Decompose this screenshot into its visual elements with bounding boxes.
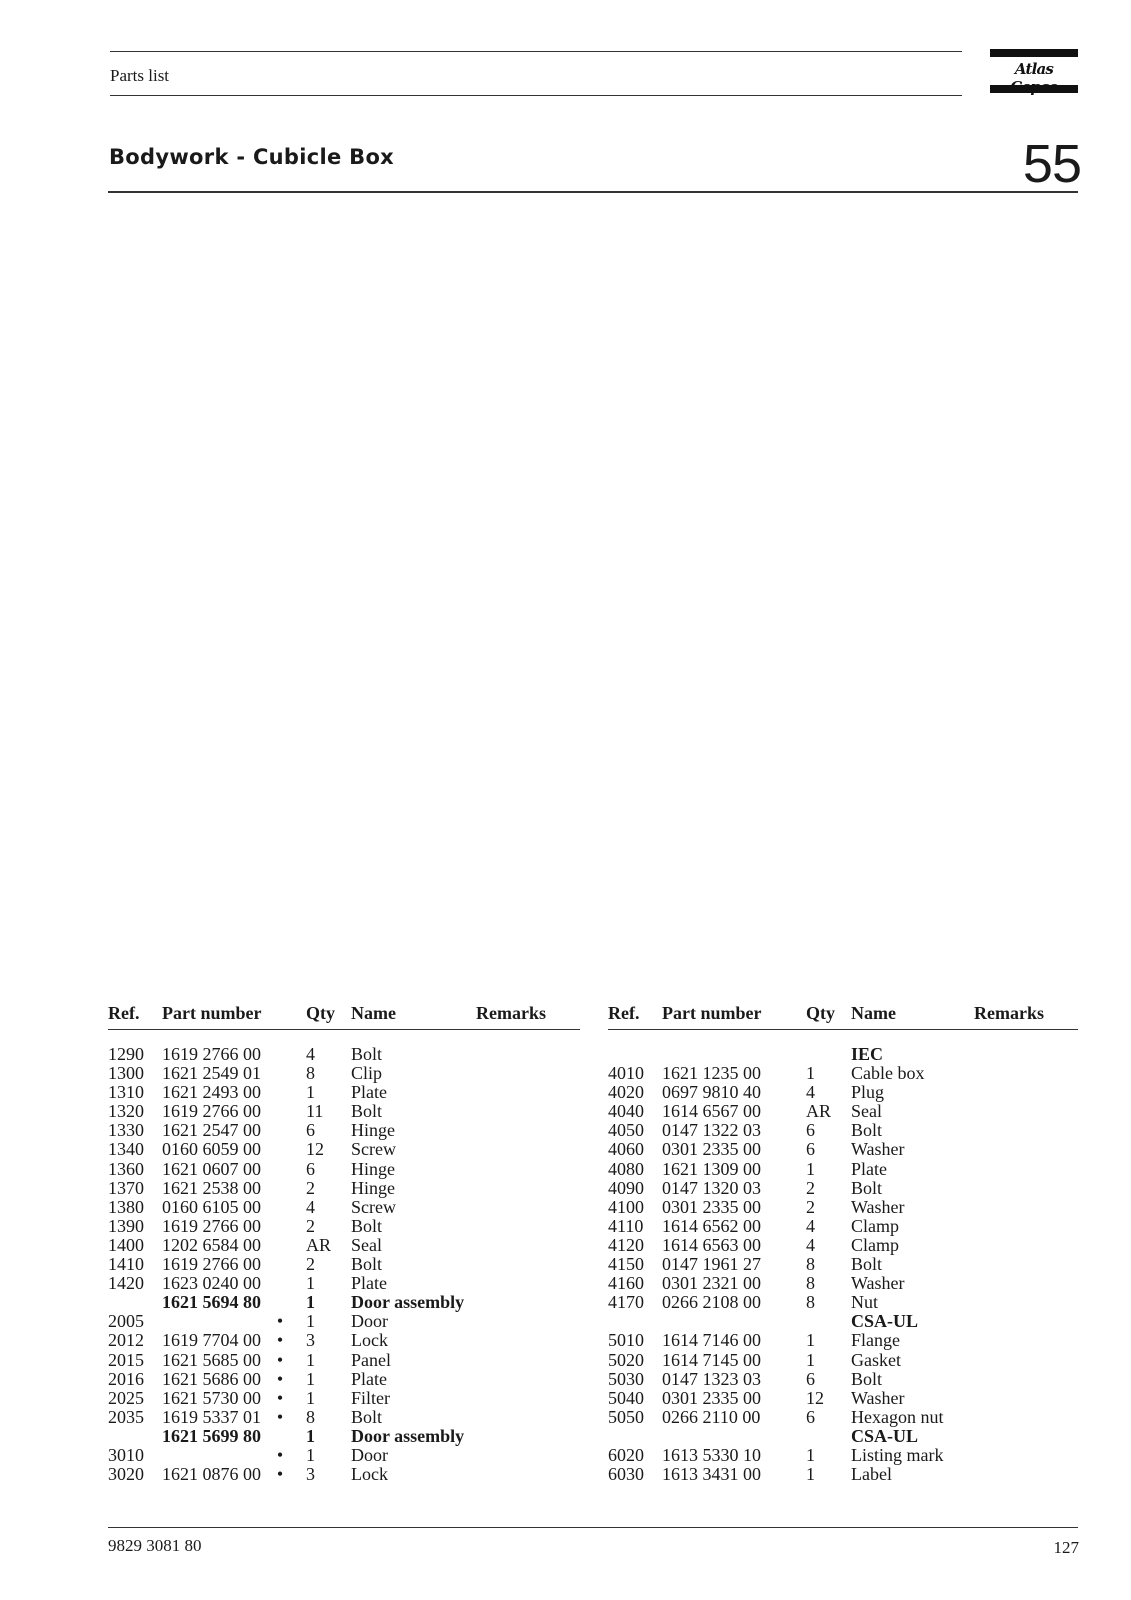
- cell-name: Door: [351, 1444, 388, 1465]
- cell-name: Bolt: [351, 1044, 383, 1064]
- cell-qty: 6: [306, 1120, 315, 1141]
- cell-name: Bolt: [351, 1215, 383, 1236]
- cell-qty: 6: [806, 1406, 815, 1427]
- cell-bullet: •: [276, 1464, 284, 1485]
- cell-qty: 1: [306, 1425, 315, 1446]
- cell-name: Clamp: [851, 1215, 899, 1236]
- table-row: [108, 1312, 580, 1331]
- table-row: [108, 1427, 580, 1446]
- page-number: 127: [1053, 1538, 1079, 1557]
- cell-name: Bolt: [351, 1406, 383, 1427]
- table-row: [608, 1179, 1078, 1198]
- cell-name: Seal: [351, 1234, 382, 1255]
- cell-qty: 8: [306, 1406, 315, 1427]
- cell-qty: 8: [806, 1254, 815, 1275]
- cell-name: IEC: [851, 1044, 884, 1064]
- table-row: [108, 1370, 580, 1389]
- cell-part-number: 1619 2766 00: [162, 1044, 261, 1064]
- col-ref-header: Ref.: [108, 1003, 140, 1023]
- table-row: [108, 1293, 580, 1312]
- col-name-header: Name: [851, 1003, 896, 1023]
- table-row: [108, 1465, 580, 1484]
- cell-qty: 1: [806, 1444, 815, 1465]
- table-row: [608, 1255, 1078, 1274]
- cell-name: CSA-UL: [851, 1311, 919, 1332]
- cell-qty: 1: [806, 1063, 815, 1084]
- cell-qty: 1: [306, 1368, 315, 1389]
- logo-bar-top: [990, 49, 1078, 57]
- cell-ref: 1340: [108, 1139, 144, 1160]
- cell-bullet: •: [276, 1330, 284, 1351]
- cell-name: Clip: [351, 1063, 383, 1084]
- cell-name: Hexagon nut: [851, 1406, 944, 1427]
- table-row: [108, 1198, 580, 1217]
- cell-name: Hinge: [351, 1177, 395, 1198]
- cell-ref: 3010: [108, 1444, 144, 1465]
- cell-part-number: 1613 5330 10: [662, 1444, 761, 1465]
- cell-name: Lock: [351, 1464, 388, 1485]
- cell-ref: 4010: [608, 1063, 644, 1084]
- col-ref-header: Ref.: [608, 1003, 640, 1023]
- table-row: [108, 1351, 580, 1370]
- cell-qty: 12: [806, 1387, 824, 1408]
- cell-part-number: 0147 1961 27: [662, 1254, 761, 1275]
- header-top-rule: [110, 51, 962, 52]
- table-row: [608, 1198, 1078, 1217]
- cell-part-number: 0147 1323 03: [662, 1368, 761, 1389]
- cell-ref: 5040: [608, 1387, 644, 1408]
- cell-qty: 4: [306, 1044, 315, 1064]
- cell-qty: 3: [306, 1464, 315, 1485]
- table-row: [608, 1446, 1078, 1465]
- cell-bullet: •: [276, 1368, 284, 1389]
- cell-ref: 6030: [608, 1464, 644, 1485]
- cell-ref: 4090: [608, 1177, 644, 1198]
- cell-qty: 3: [306, 1330, 315, 1351]
- cell-part-number: 0160 6105 00: [162, 1196, 261, 1217]
- cell-name: Lock: [351, 1330, 388, 1351]
- cell-part-number: 1621 5694 80: [162, 1292, 261, 1313]
- cell-name: Clamp: [851, 1234, 899, 1255]
- table-row: [108, 1255, 580, 1274]
- table-body: [108, 1045, 580, 1484]
- table-row: [608, 1217, 1078, 1236]
- cell-ref: 4120: [608, 1234, 644, 1255]
- cell-part-number: 1614 6562 00: [662, 1215, 761, 1236]
- table-row: [608, 1236, 1078, 1255]
- table-row: [608, 1293, 1078, 1312]
- table-header-rule: [108, 1029, 580, 1030]
- cell-qty: 1: [306, 1273, 315, 1294]
- table-row: [608, 1274, 1078, 1293]
- cell-ref: 2015: [108, 1349, 144, 1370]
- cell-part-number: 1614 6563 00: [662, 1234, 761, 1255]
- table-row: [108, 1064, 580, 1083]
- cell-qty: 1: [806, 1464, 815, 1485]
- cell-ref: 4060: [608, 1139, 644, 1160]
- cell-name: Bolt: [851, 1368, 883, 1389]
- cell-name: Bolt: [851, 1120, 883, 1141]
- cell-name: Door assembly: [351, 1425, 465, 1446]
- cell-bullet: •: [276, 1311, 284, 1332]
- cell-part-number: 1614 7146 00: [662, 1330, 761, 1351]
- cell-part-number: 1619 5337 01: [162, 1406, 261, 1427]
- cell-qty: 2: [806, 1196, 815, 1217]
- table-row: [108, 1408, 580, 1427]
- cell-name: Washer: [851, 1387, 905, 1408]
- cell-ref: 1330: [108, 1120, 144, 1141]
- table-row: [108, 1217, 580, 1236]
- cell-name: Gasket: [851, 1349, 901, 1370]
- cell-qty: AR: [306, 1234, 332, 1255]
- page-title: Bodywork - Cubicle Box: [109, 145, 395, 169]
- cell-qty: 2: [306, 1254, 315, 1275]
- cell-qty: AR: [806, 1101, 832, 1122]
- cell-part-number: 0301 2335 00: [662, 1196, 761, 1217]
- cell-part-number: 1619 2766 00: [162, 1215, 261, 1236]
- cell-part-number: 1621 1309 00: [662, 1158, 761, 1179]
- col-name-header: Name: [351, 1003, 396, 1023]
- cell-ref: 4040: [608, 1101, 644, 1122]
- cell-part-number: 0301 2321 00: [662, 1273, 761, 1294]
- cell-part-number: 1621 5730 00: [162, 1387, 261, 1408]
- table-row: [608, 1083, 1078, 1102]
- cell-qty: 11: [306, 1101, 324, 1122]
- table-row: [108, 1102, 580, 1121]
- header-bottom-rule: [110, 95, 962, 96]
- cell-name: Door assembly: [351, 1292, 465, 1313]
- table-header: [108, 1003, 580, 1025]
- cell-ref: 4020: [608, 1082, 644, 1103]
- cell-name: Panel: [351, 1349, 391, 1370]
- brand-logo: [990, 49, 1078, 93]
- cell-qty: 2: [806, 1177, 815, 1198]
- cell-ref: 3020: [108, 1464, 144, 1485]
- cell-name: Plug: [851, 1082, 885, 1103]
- section-label: Parts list: [110, 66, 170, 85]
- cell-ref: 1320: [108, 1101, 144, 1122]
- cell-name: Washer: [851, 1139, 905, 1160]
- cell-name: Listing mark: [851, 1444, 944, 1465]
- cell-part-number: 0301 2335 00: [662, 1387, 761, 1408]
- table-row: [608, 1465, 1078, 1484]
- col-qty-header: Qty: [306, 1003, 335, 1023]
- cell-part-number: 1621 0607 00: [162, 1158, 261, 1179]
- cell-part-number: 0301 2335 00: [662, 1139, 761, 1160]
- cell-qty: 2: [306, 1215, 315, 1236]
- cell-part-number: 1623 0240 00: [162, 1273, 261, 1294]
- cell-qty: 6: [806, 1368, 815, 1389]
- cell-ref: 1370: [108, 1177, 144, 1198]
- cell-qty: 1: [306, 1311, 315, 1332]
- cell-qty: 1: [306, 1292, 315, 1313]
- cell-qty: 4: [806, 1215, 815, 1236]
- table-row: [608, 1121, 1078, 1140]
- col-remarks-header: Remarks: [974, 1003, 1044, 1023]
- cell-ref: 5050: [608, 1406, 644, 1427]
- cell-bullet: •: [276, 1387, 284, 1408]
- chapter-number: 55: [1022, 134, 1081, 194]
- cell-ref: 6020: [608, 1444, 644, 1465]
- cell-name: Cable box: [851, 1063, 925, 1084]
- cell-ref: 5020: [608, 1349, 644, 1370]
- cell-qty: 4: [806, 1082, 815, 1103]
- cell-qty: 1: [306, 1387, 315, 1408]
- cell-part-number: 1619 2766 00: [162, 1101, 261, 1122]
- cell-ref: 4160: [608, 1273, 644, 1294]
- cell-name: Plate: [351, 1368, 387, 1389]
- cell-qty: 8: [806, 1292, 815, 1313]
- cell-ref: 4170: [608, 1292, 644, 1313]
- cell-part-number: 1621 2549 01: [162, 1063, 261, 1084]
- table-row: [108, 1045, 580, 1064]
- cell-part-number: 1621 5685 00: [162, 1349, 261, 1370]
- cell-ref: 4080: [608, 1158, 644, 1179]
- cell-ref: 1410: [108, 1254, 144, 1275]
- cell-ref: 5010: [608, 1330, 644, 1351]
- cell-part-number: 0147 1322 03: [662, 1120, 761, 1141]
- cell-part-number: 0266 2110 00: [662, 1406, 761, 1427]
- table-row: [608, 1408, 1078, 1427]
- cell-name: Door: [351, 1311, 388, 1332]
- cell-ref: 2012: [108, 1330, 144, 1351]
- cell-ref: 2025: [108, 1387, 144, 1408]
- cell-ref: 1310: [108, 1082, 144, 1103]
- table-row: [108, 1083, 580, 1102]
- cell-part-number: 1621 5686 00: [162, 1368, 261, 1389]
- cell-name: Label: [851, 1464, 892, 1485]
- title-rule: [108, 191, 1078, 193]
- cell-name: Hinge: [351, 1120, 395, 1141]
- cell-qty: 1: [806, 1330, 815, 1351]
- cell-name: Bolt: [851, 1177, 883, 1198]
- cell-part-number: 1621 2493 00: [162, 1082, 261, 1103]
- cell-qty: 6: [306, 1158, 315, 1179]
- cell-part-number: 0160 6059 00: [162, 1139, 261, 1160]
- cell-part-number: 0266 2108 00: [662, 1292, 761, 1313]
- cell-qty: 1: [306, 1349, 315, 1370]
- cell-name: Washer: [851, 1196, 905, 1217]
- table-row: [608, 1160, 1078, 1179]
- cell-part-number: 1613 3431 00: [662, 1464, 761, 1485]
- cell-qty: 1: [806, 1158, 815, 1179]
- cell-ref: 2035: [108, 1406, 144, 1427]
- cell-qty: 4: [806, 1234, 815, 1255]
- cell-bullet: •: [276, 1444, 284, 1465]
- cell-ref: 4100: [608, 1196, 644, 1217]
- logo-bar-bottom: [990, 85, 1078, 93]
- table-row: [108, 1274, 580, 1293]
- cell-qty: 8: [806, 1273, 815, 1294]
- col-qty-header: Qty: [806, 1003, 835, 1023]
- cell-ref: 2016: [108, 1368, 144, 1389]
- cell-part-number: 0697 9810 40: [662, 1082, 761, 1103]
- cell-ref: 1400: [108, 1234, 144, 1255]
- cell-ref: 1420: [108, 1273, 144, 1294]
- cell-name: Bolt: [351, 1254, 383, 1275]
- cell-name: Hinge: [351, 1158, 395, 1179]
- table-row: [608, 1370, 1078, 1389]
- table-row: [108, 1389, 580, 1408]
- cell-ref: 1380: [108, 1196, 144, 1217]
- cell-name: Screw: [351, 1196, 396, 1217]
- table-row: [108, 1140, 580, 1159]
- cell-name: CSA-UL: [851, 1425, 919, 1446]
- cell-part-number: 1621 1235 00: [662, 1063, 761, 1084]
- table-row: [608, 1102, 1078, 1121]
- cell-qty: 1: [806, 1349, 815, 1370]
- cell-qty: 8: [306, 1063, 315, 1084]
- table-row: [608, 1351, 1078, 1370]
- table-row: [608, 1045, 1078, 1064]
- cell-part-number: 1621 0876 00: [162, 1464, 261, 1485]
- cell-ref: 1290: [108, 1044, 144, 1064]
- table-body: [608, 1045, 1078, 1484]
- cell-name: Washer: [851, 1273, 905, 1294]
- col-part-number-header: Part number: [162, 1003, 262, 1023]
- cell-name: Plate: [351, 1273, 387, 1294]
- cell-name: Plate: [851, 1158, 887, 1179]
- cell-ref: 4150: [608, 1254, 644, 1275]
- cell-name: Filter: [351, 1387, 390, 1408]
- cell-part-number: 0147 1320 03: [662, 1177, 761, 1198]
- table-row: [608, 1312, 1078, 1331]
- cell-qty: 2: [306, 1177, 315, 1198]
- table-row: [108, 1121, 580, 1140]
- cell-name: Bolt: [851, 1254, 883, 1275]
- cell-qty: 12: [306, 1139, 324, 1160]
- table-row: [108, 1331, 580, 1350]
- document-number: 9829 3081 80: [108, 1536, 202, 1555]
- cell-ref: 1300: [108, 1063, 144, 1084]
- cell-qty: 6: [806, 1120, 815, 1141]
- cell-part-number: 1619 7704 00: [162, 1330, 261, 1351]
- cell-part-number: 1621 2547 00: [162, 1120, 261, 1141]
- cell-ref: 1390: [108, 1215, 144, 1236]
- cell-qty: 1: [306, 1082, 315, 1103]
- cell-bullet: •: [276, 1349, 284, 1370]
- cell-name: Plate: [351, 1082, 387, 1103]
- cell-part-number: 1621 2538 00: [162, 1177, 261, 1198]
- cell-name: Bolt: [351, 1101, 383, 1122]
- table-row: [108, 1446, 580, 1465]
- cell-name: Screw: [351, 1139, 396, 1160]
- table-row: [608, 1331, 1078, 1350]
- cell-name: Flange: [851, 1330, 900, 1351]
- cell-ref: 1360: [108, 1158, 144, 1179]
- cell-ref: 4050: [608, 1120, 644, 1141]
- cell-ref: 5030: [608, 1368, 644, 1389]
- cell-bullet: •: [276, 1406, 284, 1427]
- table-row: [608, 1064, 1078, 1083]
- cell-part-number: 1614 6567 00: [662, 1101, 761, 1122]
- cell-qty: 1: [306, 1444, 315, 1465]
- table-row: [108, 1179, 580, 1198]
- cell-ref: 2005: [108, 1311, 144, 1332]
- table-row: [108, 1236, 580, 1255]
- table-header: [608, 1003, 1078, 1025]
- cell-name: Nut: [851, 1292, 878, 1313]
- cell-qty: 4: [306, 1196, 315, 1217]
- cell-part-number: 1619 2766 00: [162, 1254, 261, 1275]
- col-part-number-header: Part number: [662, 1003, 762, 1023]
- cell-qty: 6: [806, 1139, 815, 1160]
- cell-ref: 4110: [608, 1215, 644, 1236]
- table-row: [108, 1160, 580, 1179]
- table-row: [608, 1389, 1078, 1408]
- cell-part-number: 1202 6584 00: [162, 1234, 261, 1255]
- cell-part-number: 1614 7145 00: [662, 1349, 761, 1370]
- logo-wordmark: Atlas: [1014, 60, 1054, 78]
- table-row: [608, 1427, 1078, 1446]
- table-row: [608, 1140, 1078, 1159]
- col-remarks-header: Remarks: [476, 1003, 546, 1023]
- footer-rule: [108, 1527, 1078, 1528]
- table-header-rule: [608, 1029, 1078, 1030]
- cell-part-number: 1621 5699 80: [162, 1425, 261, 1446]
- cell-name: Seal: [851, 1101, 882, 1122]
